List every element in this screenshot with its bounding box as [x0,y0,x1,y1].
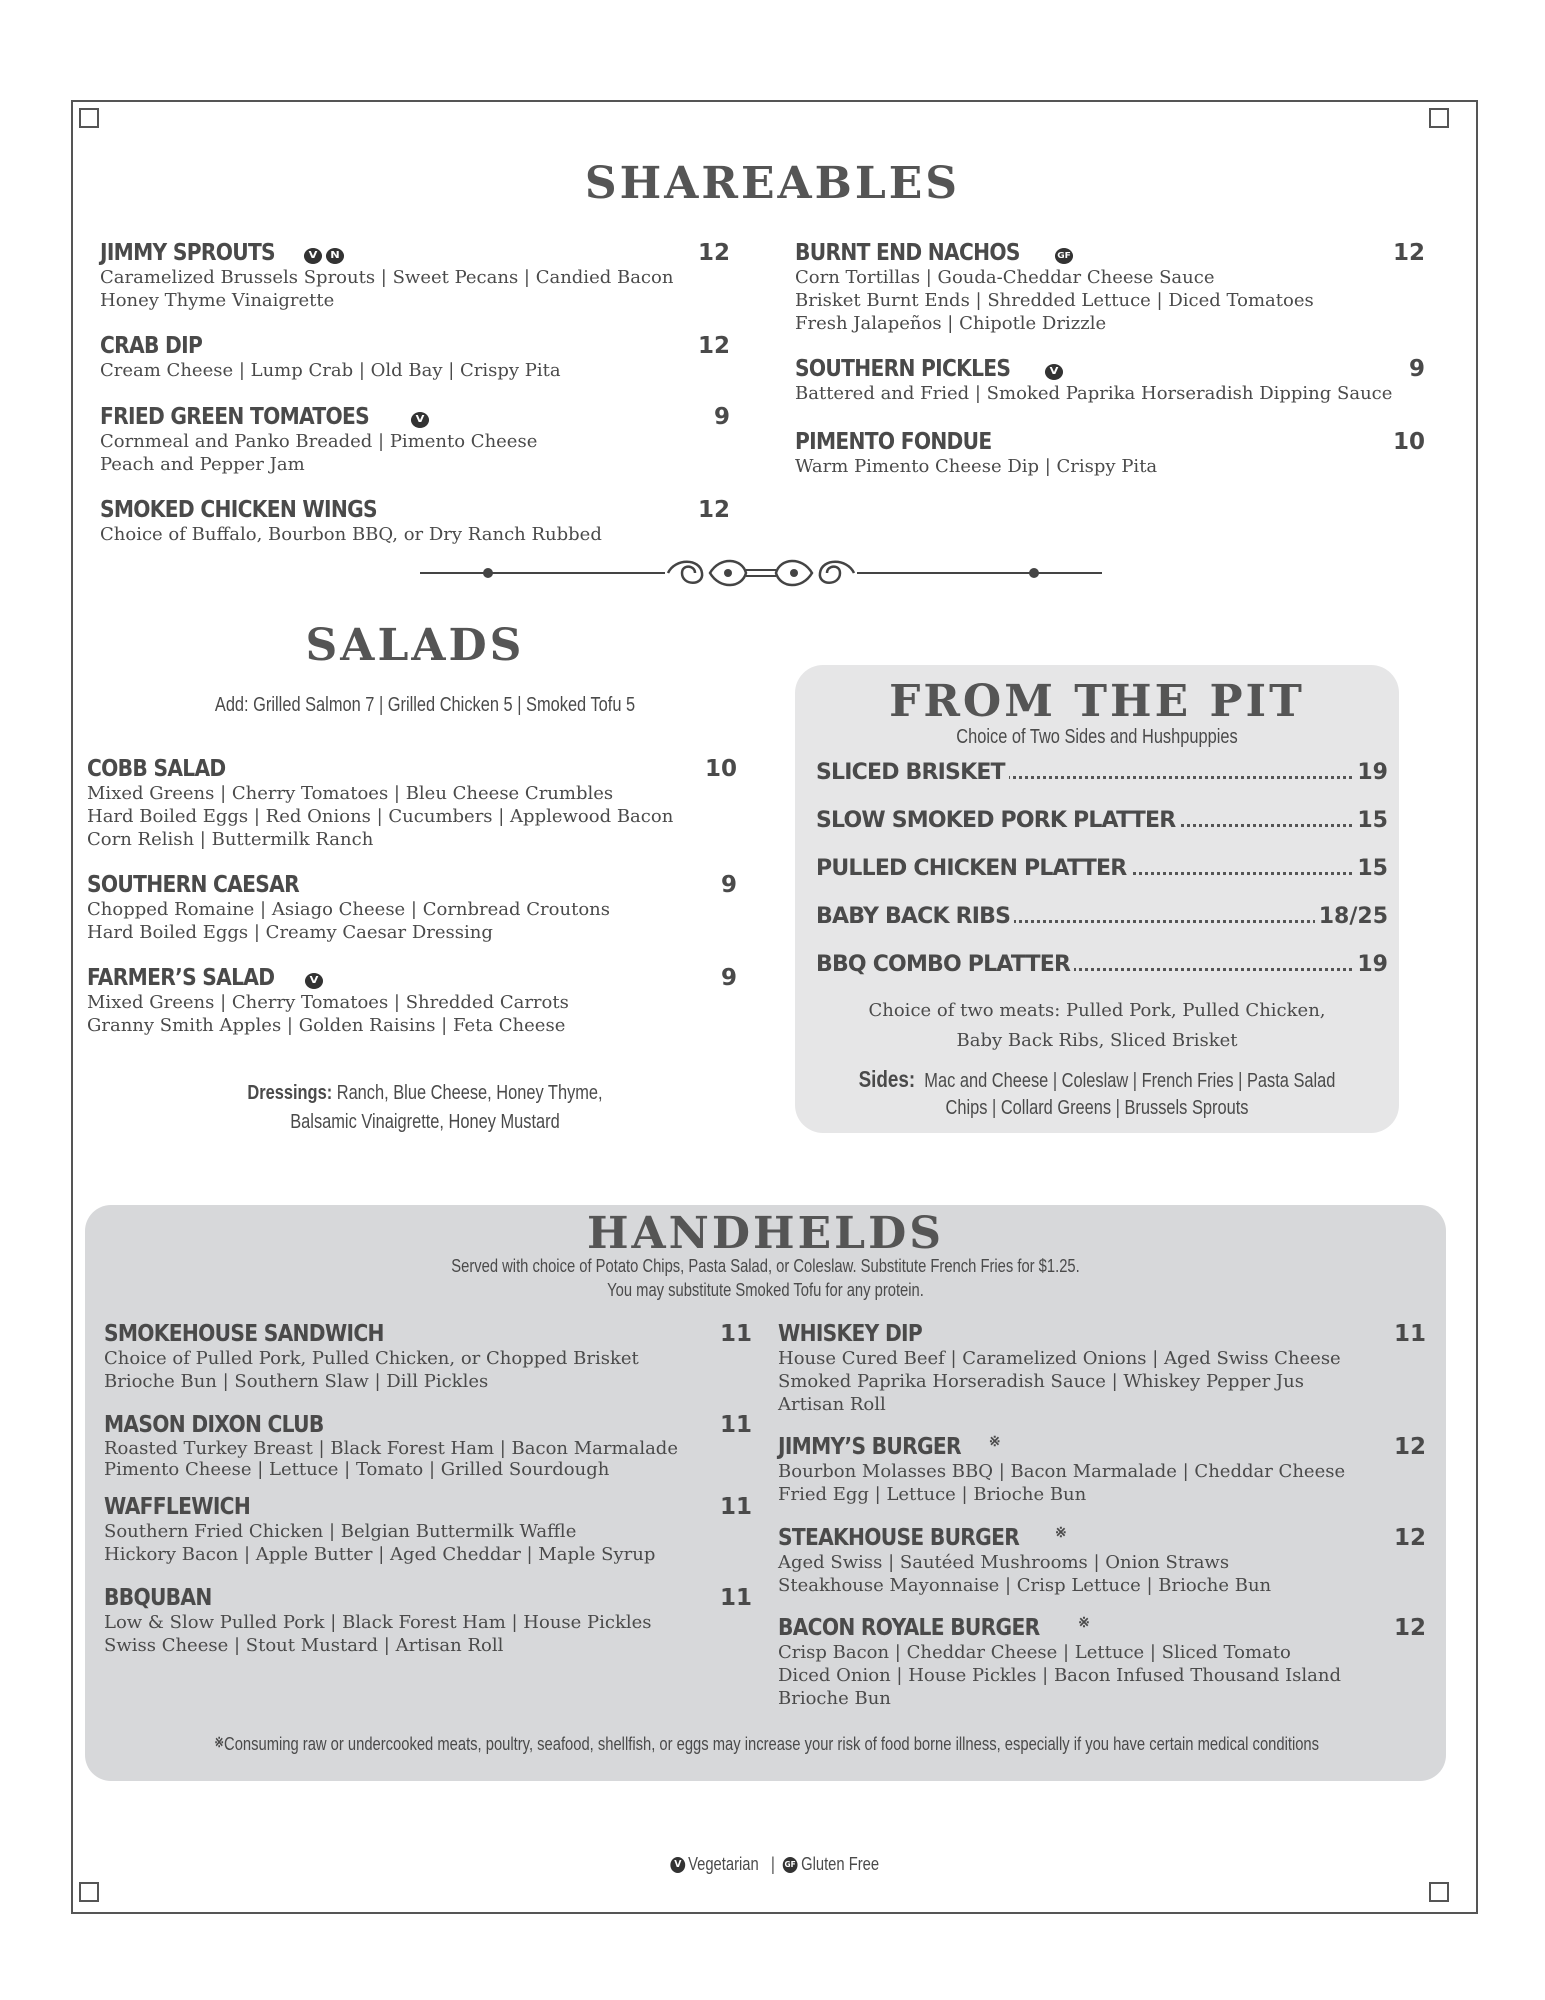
pit-subtitle: Choice of Two Sides and Hushpuppies [956,726,1238,748]
gluten-free-icon: GF [783,1857,798,1873]
menu-item: SOUTHERN CAESAR 9 Chopped Romaine | Asiago Cheese | Cornbread Croutons Hard Boiled Eggs | Creamy Caesar Dressing [87,872,737,943]
corner-ornament [1429,108,1449,128]
food-safety-disclaimer: ※Consuming raw or undercooked meats, poultry, seafood, shellfish, or eggs may increase your risk of food borne illness, especially if you have certain medical conditions [214,1734,1320,1754]
corner-ornament [79,1882,99,1902]
pit-item: SLICED BRISKET 19 [816,760,1388,785]
menu-item: FARMER’S SALAD V 9 Mixed Greens | Cherry Tomatoes | Shredded Carrots Granny Smith Apples | Golden Raisins | Feta Cheese [87,965,737,1036]
menu-item: SMOKED CHICKEN WINGS 12 Choice of Buffalo, Bourbon BBQ, or Dry Ranch Rubbed [100,497,730,545]
gluten-free-icon: GF [1055,248,1073,264]
menu-item: CRAB DIP 12 Cream Cheese | Lump Crab | Old Bay | Crispy Pita [100,333,730,381]
vegetarian-icon: V [670,1857,685,1873]
consumer-advisory-icon: ※ [214,1734,225,1750]
pit-item: BABY BACK RIBS 18/25 [816,904,1388,929]
ornamental-divider [420,550,1102,596]
nuts-icon: N [326,248,344,264]
menu-item: COBB SALAD 10 Mixed Greens | Cherry Tomatoes | Bleu Cheese Crumbles Hard Boiled Eggs | Red Onions | Cucumbers | Applewood Bacon Corn Relish | Buttermilk Ranch [87,756,737,850]
menu-item: PIMENTO FONDUE 10 Warm Pimento Cheese Dip | Crispy Pita [795,429,1425,477]
dressings-note: Dressings: Ranch, Blue Cheese, Honey Thyme, Balsamic Vinaigrette, Honey Mustard [247,1082,603,1133]
menu-item: BBQUBAN 11 Low & Slow Pulled Pork | Black Forest Ham | House Pickles Swiss Cheese | Stout Mustard | Artisan Roll [104,1585,752,1656]
vegetarian-icon: V [304,248,322,264]
pit-item: BBQ COMBO PLATTER 19 [816,952,1388,977]
consumer-advisory-icon: ※ [1078,1615,1090,1631]
menu-item: BACON ROYALE BURGER ※ 12 Crisp Bacon | Cheddar Cheese | Lettuce | Sliced Tomato Diced Onion | House Pickles | Bacon Infused Thousand Island Brioche Bun [778,1615,1426,1709]
menu-item: WHISKEY DIP 11 House Cured Beef | Caramelized Onions | Aged Swiss Cheese Smoked Paprika Horseradish Sauce | Whiskey Pepper Jus Artisan Roll [778,1321,1426,1415]
consumer-advisory-icon: ※ [1054,1525,1067,1541]
salad-add-ons: Add: Grilled Salmon 7 | Grilled Chicken 5 | Smoked Tofu 5 [214,694,636,716]
section-title-salads: SALADS [305,620,525,671]
pit-item: PULLED CHICKEN PLATTER 15 [816,856,1388,881]
menu-item: JIMMY’S BURGER ※ 12 Bourbon Molasses BBQ | Bacon Marmalade | Cheddar Cheese Fried Egg | Lettuce | Brioche Bun [778,1434,1426,1505]
menu-item: SOUTHERN PICKLES V 9 Battered and Fried | Smoked Paprika Horseradish Dipping Sauce [795,356,1425,404]
pit-item: SLOW SMOKED PORK PLATTER 15 [816,808,1388,833]
vegetarian-icon: V [411,412,429,428]
handhelds-subtitle: Served with choice of Potato Chips, Pasta Salad, or Coleslaw. Substitute French Fries for $1.25. [451,1256,1080,1276]
menu-item: WAFFLEWICH 11 Southern Fried Chicken | Belgian Buttermilk Waffle Hickory Bacon | Apple Butter | Aged Cheddar | Maple Syrup [104,1494,752,1565]
menu-item: BURNT END NACHOS GF 12 Corn Tortillas | Gouda-Cheddar Cheese Sauce Brisket Burnt Ends | Shredded Lettuce | Diced Tomatoes Fresh Jalapeños | Chipotle Drizzle [795,240,1425,334]
consumer-advisory-icon: ※ [988,1434,1001,1450]
corner-ornament [79,108,99,128]
dietary-legend: V Vegetarian | GF Gluten Free [598,1854,947,1875]
handhelds-subtitle: You may substitute Smoked Tofu for any protein. [607,1280,924,1300]
menu-item: STEAKHOUSE BURGER ※ 12 Aged Swiss | Sautéed Mushrooms | Onion Straws Steakhouse Mayonnaise | Crisp Lettuce | Brioche Bun [778,1525,1426,1596]
corner-ornament [1429,1882,1449,1902]
menu-item: FRIED GREEN TOMATOES V 9 Cornmeal and Panko Breaded | Pimento Cheese Peach and Pepper Jam [100,404,730,475]
sides-note: Sides: Mac and Cheese | Coleslaw | French Fries | Pasta Salad Chips | Collard Greens | Brussels Sprouts [858,1066,1336,1119]
menu-item: JIMMY SPROUTS V N 12 Caramelized Brussels Sprouts | Sweet Pecans | Candied Bacon Honey Thyme Vinaigrette [100,240,730,311]
vegetarian-icon: V [1045,364,1063,380]
section-title-from-the-pit: FROM THE PIT [889,676,1305,727]
combo-note: Choice of two meats: Pulled Pork, Pulled Chicken, Baby Back Ribs, Sliced Brisket [868,1000,1326,1051]
menu-item: SMOKEHOUSE SANDWICH 11 Choice of Pulled Pork, Pulled Chicken, or Chopped Brisket Brioche Bun | Southern Slaw | Dill Pickles [104,1321,752,1392]
vegetarian-icon: V [305,973,323,989]
section-title-shareables: SHAREABLES [584,158,961,209]
section-title-handhelds: HANDHELDS [586,1208,945,1259]
menu-item: MASON DIXON CLUB 11 Roasted Turkey Breast | Black Forest Ham | Bacon Marmalade Pimento Cheese | Lettuce | Tomato | Grilled Sourdough [104,1412,752,1480]
